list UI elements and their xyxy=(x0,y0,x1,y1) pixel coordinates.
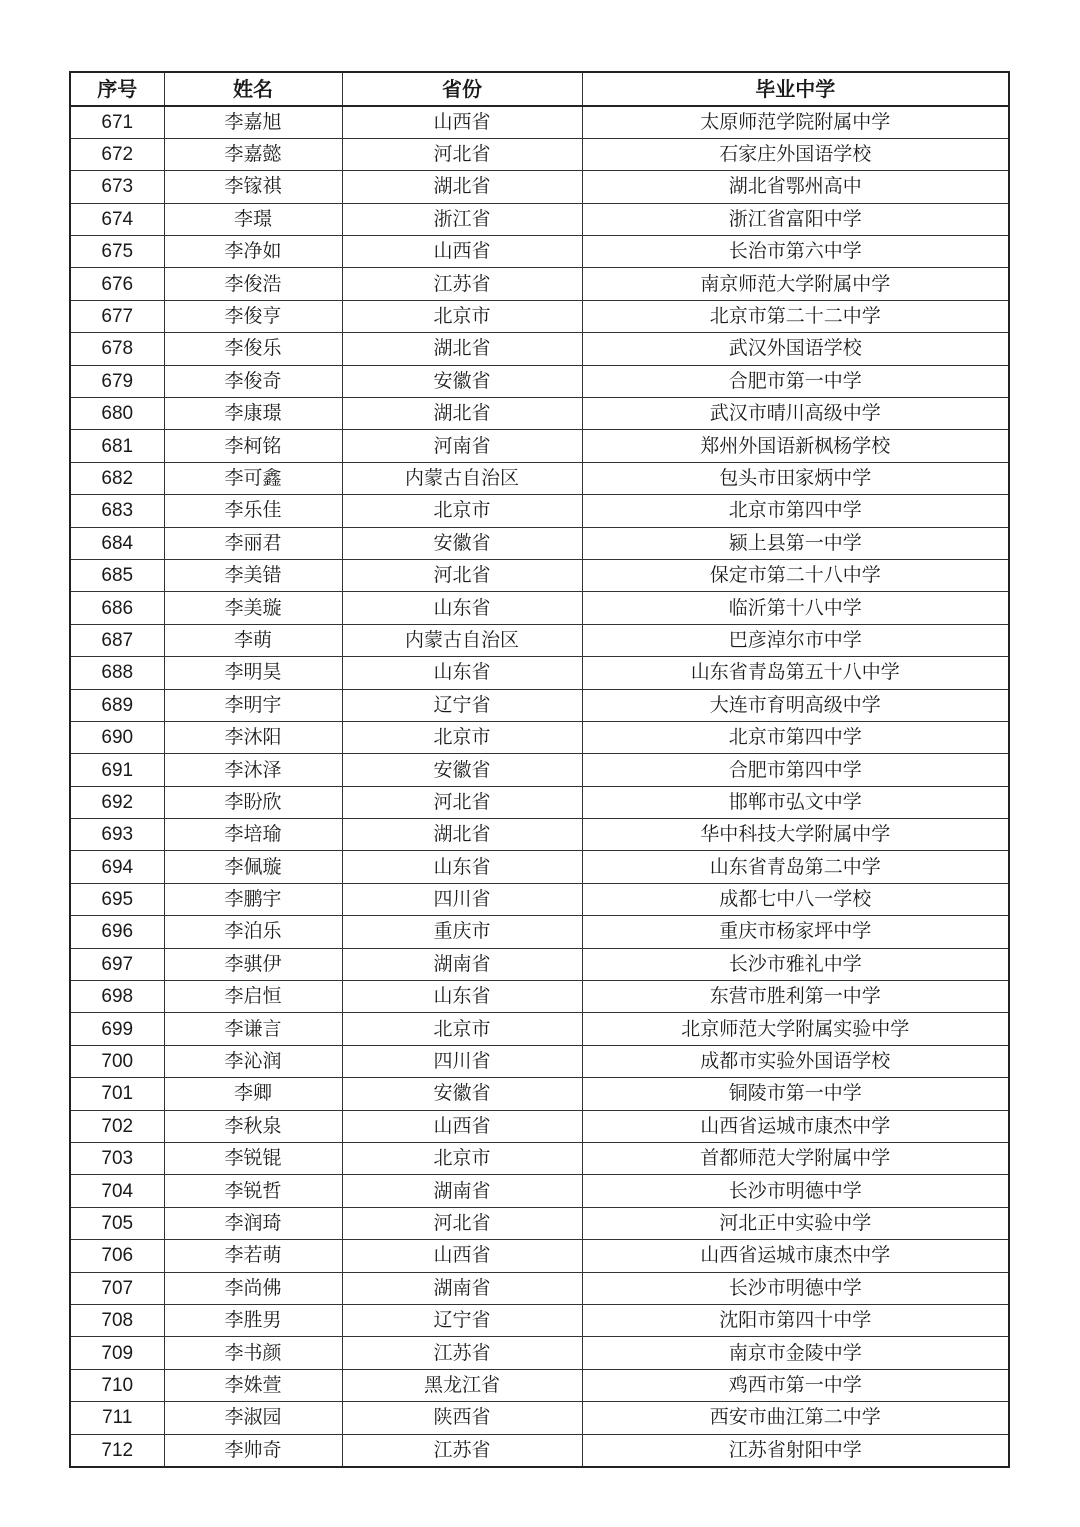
cell-name: 李胜男 xyxy=(164,1304,342,1336)
cell-province: 江苏省 xyxy=(342,1434,582,1467)
cell-school: 成都七中八一学校 xyxy=(582,883,1009,915)
cell-school: 长沙市明德中学 xyxy=(582,1175,1009,1207)
table-row xyxy=(70,657,1009,689)
cell-index: 697 xyxy=(70,948,164,980)
cell-index: 672 xyxy=(70,138,164,170)
cell-index: 690 xyxy=(70,721,164,753)
cell-school: 华中科技大学附属中学 xyxy=(582,819,1009,851)
table-row xyxy=(70,948,1009,980)
cell-index: 671 xyxy=(70,106,164,139)
cell-province: 河北省 xyxy=(342,1207,582,1239)
cell-name: 李尚佛 xyxy=(164,1272,342,1304)
cell-index: 686 xyxy=(70,592,164,624)
cell-province: 北京市 xyxy=(342,300,582,332)
table-row xyxy=(70,236,1009,268)
cell-index: 682 xyxy=(70,462,164,494)
cell-school: 太原师范学院附属中学 xyxy=(582,106,1009,139)
cell-province: 北京市 xyxy=(342,721,582,753)
cell-province: 山西省 xyxy=(342,1240,582,1272)
cell-name: 李锐锟 xyxy=(164,1143,342,1175)
cell-index: 703 xyxy=(70,1143,164,1175)
cell-province: 安徽省 xyxy=(342,365,582,397)
cell-school: 湖北省鄂州高中 xyxy=(582,171,1009,203)
cell-province: 山东省 xyxy=(342,592,582,624)
cell-school: 山东省青岛第五十八中学 xyxy=(582,657,1009,689)
cell-index: 679 xyxy=(70,365,164,397)
cell-index: 676 xyxy=(70,268,164,300)
roster-sheet xyxy=(69,71,1008,1468)
table-row xyxy=(70,1304,1009,1336)
table-row xyxy=(70,1175,1009,1207)
table-row xyxy=(70,138,1009,170)
cell-province: 江苏省 xyxy=(342,1337,582,1369)
cell-school: 山西省运城市康杰中学 xyxy=(582,1110,1009,1142)
table-row xyxy=(70,592,1009,624)
table-row xyxy=(70,430,1009,462)
cell-school: 首都师范大学附属中学 xyxy=(582,1143,1009,1175)
cell-school: 合肥市第四中学 xyxy=(582,754,1009,786)
cell-school: 山东省青岛第二中学 xyxy=(582,851,1009,883)
cell-index: 675 xyxy=(70,236,164,268)
cell-school: 颍上县第一中学 xyxy=(582,527,1009,559)
cell-index: 705 xyxy=(70,1207,164,1239)
table-row xyxy=(70,203,1009,235)
cell-province: 湖北省 xyxy=(342,171,582,203)
table-body xyxy=(70,106,1009,1467)
cell-name: 李骐伊 xyxy=(164,948,342,980)
cell-index: 710 xyxy=(70,1369,164,1401)
cell-name: 李启恒 xyxy=(164,981,342,1013)
cell-name: 李璟 xyxy=(164,203,342,235)
cell-name: 李卿 xyxy=(164,1078,342,1110)
cell-index: 694 xyxy=(70,851,164,883)
cell-school: 临沂第十八中学 xyxy=(582,592,1009,624)
table-row xyxy=(70,300,1009,332)
cell-index: 712 xyxy=(70,1434,164,1467)
table-row xyxy=(70,1078,1009,1110)
cell-name: 李谦言 xyxy=(164,1013,342,1045)
cell-name: 李沐泽 xyxy=(164,754,342,786)
cell-school: 石家庄外国语学校 xyxy=(582,138,1009,170)
table-row xyxy=(70,819,1009,851)
table-row xyxy=(70,398,1009,430)
table-row xyxy=(70,624,1009,656)
cell-index: 673 xyxy=(70,171,164,203)
cell-name: 李明昊 xyxy=(164,657,342,689)
table-row xyxy=(70,1143,1009,1175)
cell-province: 陕西省 xyxy=(342,1402,582,1434)
cell-index: 691 xyxy=(70,754,164,786)
table-row xyxy=(70,559,1009,591)
cell-index: 687 xyxy=(70,624,164,656)
cell-index: 681 xyxy=(70,430,164,462)
cell-name: 李俊亨 xyxy=(164,300,342,332)
cell-index: 689 xyxy=(70,689,164,721)
cell-index: 684 xyxy=(70,527,164,559)
cell-index: 692 xyxy=(70,786,164,818)
cell-school: 重庆市杨家坪中学 xyxy=(582,916,1009,948)
cell-school: 武汉外国语学校 xyxy=(582,333,1009,365)
cell-name: 李柯铭 xyxy=(164,430,342,462)
cell-index: 695 xyxy=(70,883,164,915)
cell-school: 邯郸市弘文中学 xyxy=(582,786,1009,818)
table-row xyxy=(70,689,1009,721)
cell-name: 李佩璇 xyxy=(164,851,342,883)
cell-province: 山西省 xyxy=(342,236,582,268)
cell-name: 李泊乐 xyxy=(164,916,342,948)
header-name: 姓名 xyxy=(164,72,342,106)
table-row xyxy=(70,1110,1009,1142)
table-row xyxy=(70,754,1009,786)
cell-school: 成都市实验外国语学校 xyxy=(582,1045,1009,1077)
cell-name: 李姝萱 xyxy=(164,1369,342,1401)
cell-province: 河南省 xyxy=(342,430,582,462)
table-row xyxy=(70,527,1009,559)
cell-province: 山西省 xyxy=(342,1110,582,1142)
header-index: 序号 xyxy=(70,72,164,106)
cell-school: 长治市第六中学 xyxy=(582,236,1009,268)
cell-name: 李明宇 xyxy=(164,689,342,721)
cell-school: 武汉市晴川高级中学 xyxy=(582,398,1009,430)
table-row xyxy=(70,981,1009,1013)
cell-province: 安徽省 xyxy=(342,527,582,559)
cell-index: 704 xyxy=(70,1175,164,1207)
table-header xyxy=(70,72,1009,106)
cell-school: 浙江省富阳中学 xyxy=(582,203,1009,235)
table-row xyxy=(70,1272,1009,1304)
table-row xyxy=(70,851,1009,883)
cell-province: 黑龙江省 xyxy=(342,1369,582,1401)
cell-index: 677 xyxy=(70,300,164,332)
cell-name: 李盼欣 xyxy=(164,786,342,818)
cell-index: 683 xyxy=(70,495,164,527)
cell-province: 四川省 xyxy=(342,883,582,915)
table-row xyxy=(70,1045,1009,1077)
cell-school: 长沙市明德中学 xyxy=(582,1272,1009,1304)
cell-province: 北京市 xyxy=(342,495,582,527)
cell-school: 巴彦淖尔市中学 xyxy=(582,624,1009,656)
cell-school: 沈阳市第四十中学 xyxy=(582,1304,1009,1336)
cell-province: 河北省 xyxy=(342,559,582,591)
cell-index: 702 xyxy=(70,1110,164,1142)
cell-name: 李康璟 xyxy=(164,398,342,430)
cell-name: 李镓祺 xyxy=(164,171,342,203)
cell-province: 山东省 xyxy=(342,981,582,1013)
cell-index: 711 xyxy=(70,1402,164,1434)
cell-school: 保定市第二十八中学 xyxy=(582,559,1009,591)
cell-province: 山西省 xyxy=(342,106,582,139)
cell-province: 安徽省 xyxy=(342,1078,582,1110)
cell-index: 708 xyxy=(70,1304,164,1336)
cell-province: 浙江省 xyxy=(342,203,582,235)
table-row xyxy=(70,365,1009,397)
table-row xyxy=(70,1240,1009,1272)
cell-index: 709 xyxy=(70,1337,164,1369)
table-row xyxy=(70,1369,1009,1401)
table-row xyxy=(70,1013,1009,1045)
cell-name: 李润琦 xyxy=(164,1207,342,1239)
table-row xyxy=(70,495,1009,527)
cell-school: 长沙市雅礼中学 xyxy=(582,948,1009,980)
cell-province: 湖南省 xyxy=(342,1175,582,1207)
cell-province: 内蒙古自治区 xyxy=(342,624,582,656)
cell-index: 693 xyxy=(70,819,164,851)
cell-school: 江苏省射阳中学 xyxy=(582,1434,1009,1467)
cell-province: 安徽省 xyxy=(342,754,582,786)
table-row xyxy=(70,883,1009,915)
cell-name: 李俊乐 xyxy=(164,333,342,365)
cell-school: 铜陵市第一中学 xyxy=(582,1078,1009,1110)
cell-name: 李萌 xyxy=(164,624,342,656)
cell-name: 李乐佳 xyxy=(164,495,342,527)
table-row xyxy=(70,786,1009,818)
cell-name: 李可鑫 xyxy=(164,462,342,494)
cell-index: 700 xyxy=(70,1045,164,1077)
header-school: 毕业中学 xyxy=(582,72,1009,106)
cell-school: 西安市曲江第二中学 xyxy=(582,1402,1009,1434)
table-row xyxy=(70,916,1009,948)
cell-province: 北京市 xyxy=(342,1013,582,1045)
cell-index: 685 xyxy=(70,559,164,591)
cell-index: 701 xyxy=(70,1078,164,1110)
cell-name: 李沁润 xyxy=(164,1045,342,1077)
cell-province: 内蒙古自治区 xyxy=(342,462,582,494)
roster-table xyxy=(69,71,1010,1468)
cell-name: 李锐哲 xyxy=(164,1175,342,1207)
cell-province: 河北省 xyxy=(342,138,582,170)
cell-province: 四川省 xyxy=(342,1045,582,1077)
table-row xyxy=(70,462,1009,494)
cell-name: 李美璇 xyxy=(164,592,342,624)
cell-school: 东营市胜利第一中学 xyxy=(582,981,1009,1013)
cell-index: 678 xyxy=(70,333,164,365)
cell-name: 李净如 xyxy=(164,236,342,268)
cell-name: 李嘉懿 xyxy=(164,138,342,170)
cell-province: 湖南省 xyxy=(342,1272,582,1304)
cell-name: 李帅奇 xyxy=(164,1434,342,1467)
cell-name: 李美错 xyxy=(164,559,342,591)
cell-school: 山西省运城市康杰中学 xyxy=(582,1240,1009,1272)
cell-province: 辽宁省 xyxy=(342,689,582,721)
cell-name: 李俊奇 xyxy=(164,365,342,397)
cell-province: 河北省 xyxy=(342,786,582,818)
cell-school: 鸡西市第一中学 xyxy=(582,1369,1009,1401)
table-row xyxy=(70,106,1009,139)
cell-province: 山东省 xyxy=(342,657,582,689)
table-row xyxy=(70,1434,1009,1467)
table-row xyxy=(70,1207,1009,1239)
cell-name: 李培瑜 xyxy=(164,819,342,851)
cell-index: 706 xyxy=(70,1240,164,1272)
cell-name: 李丽君 xyxy=(164,527,342,559)
cell-index: 698 xyxy=(70,981,164,1013)
header-province: 省份 xyxy=(342,72,582,106)
cell-province: 山东省 xyxy=(342,851,582,883)
cell-province: 江苏省 xyxy=(342,268,582,300)
cell-index: 688 xyxy=(70,657,164,689)
cell-index: 696 xyxy=(70,916,164,948)
cell-school: 大连市育明高级中学 xyxy=(582,689,1009,721)
table-row xyxy=(70,1402,1009,1434)
header-row xyxy=(70,72,1009,106)
cell-province: 重庆市 xyxy=(342,916,582,948)
cell-name: 李秋泉 xyxy=(164,1110,342,1142)
cell-school: 包头市田家炳中学 xyxy=(582,462,1009,494)
table-row xyxy=(70,268,1009,300)
cell-index: 707 xyxy=(70,1272,164,1304)
cell-name: 李淑园 xyxy=(164,1402,342,1434)
cell-province: 湖南省 xyxy=(342,948,582,980)
cell-name: 李鹏宇 xyxy=(164,883,342,915)
cell-school: 北京市第四中学 xyxy=(582,721,1009,753)
cell-province: 辽宁省 xyxy=(342,1304,582,1336)
table-row xyxy=(70,171,1009,203)
cell-province: 湖北省 xyxy=(342,398,582,430)
table-row xyxy=(70,333,1009,365)
cell-index: 680 xyxy=(70,398,164,430)
cell-school: 南京市金陵中学 xyxy=(582,1337,1009,1369)
cell-index: 699 xyxy=(70,1013,164,1045)
cell-name: 李嘉旭 xyxy=(164,106,342,139)
cell-school: 南京师范大学附属中学 xyxy=(582,268,1009,300)
cell-school: 河北正中实验中学 xyxy=(582,1207,1009,1239)
cell-school: 合肥市第一中学 xyxy=(582,365,1009,397)
cell-name: 李若萌 xyxy=(164,1240,342,1272)
cell-province: 湖北省 xyxy=(342,333,582,365)
cell-name: 李沐阳 xyxy=(164,721,342,753)
table-row xyxy=(70,721,1009,753)
cell-school: 郑州外国语新枫杨学校 xyxy=(582,430,1009,462)
cell-school: 北京市第二十二中学 xyxy=(582,300,1009,332)
cell-province: 北京市 xyxy=(342,1143,582,1175)
cell-name: 李俊浩 xyxy=(164,268,342,300)
cell-school: 北京师范大学附属实验中学 xyxy=(582,1013,1009,1045)
cell-province: 湖北省 xyxy=(342,819,582,851)
cell-index: 674 xyxy=(70,203,164,235)
table-row xyxy=(70,1337,1009,1369)
cell-school: 北京市第四中学 xyxy=(582,495,1009,527)
cell-name: 李书颜 xyxy=(164,1337,342,1369)
